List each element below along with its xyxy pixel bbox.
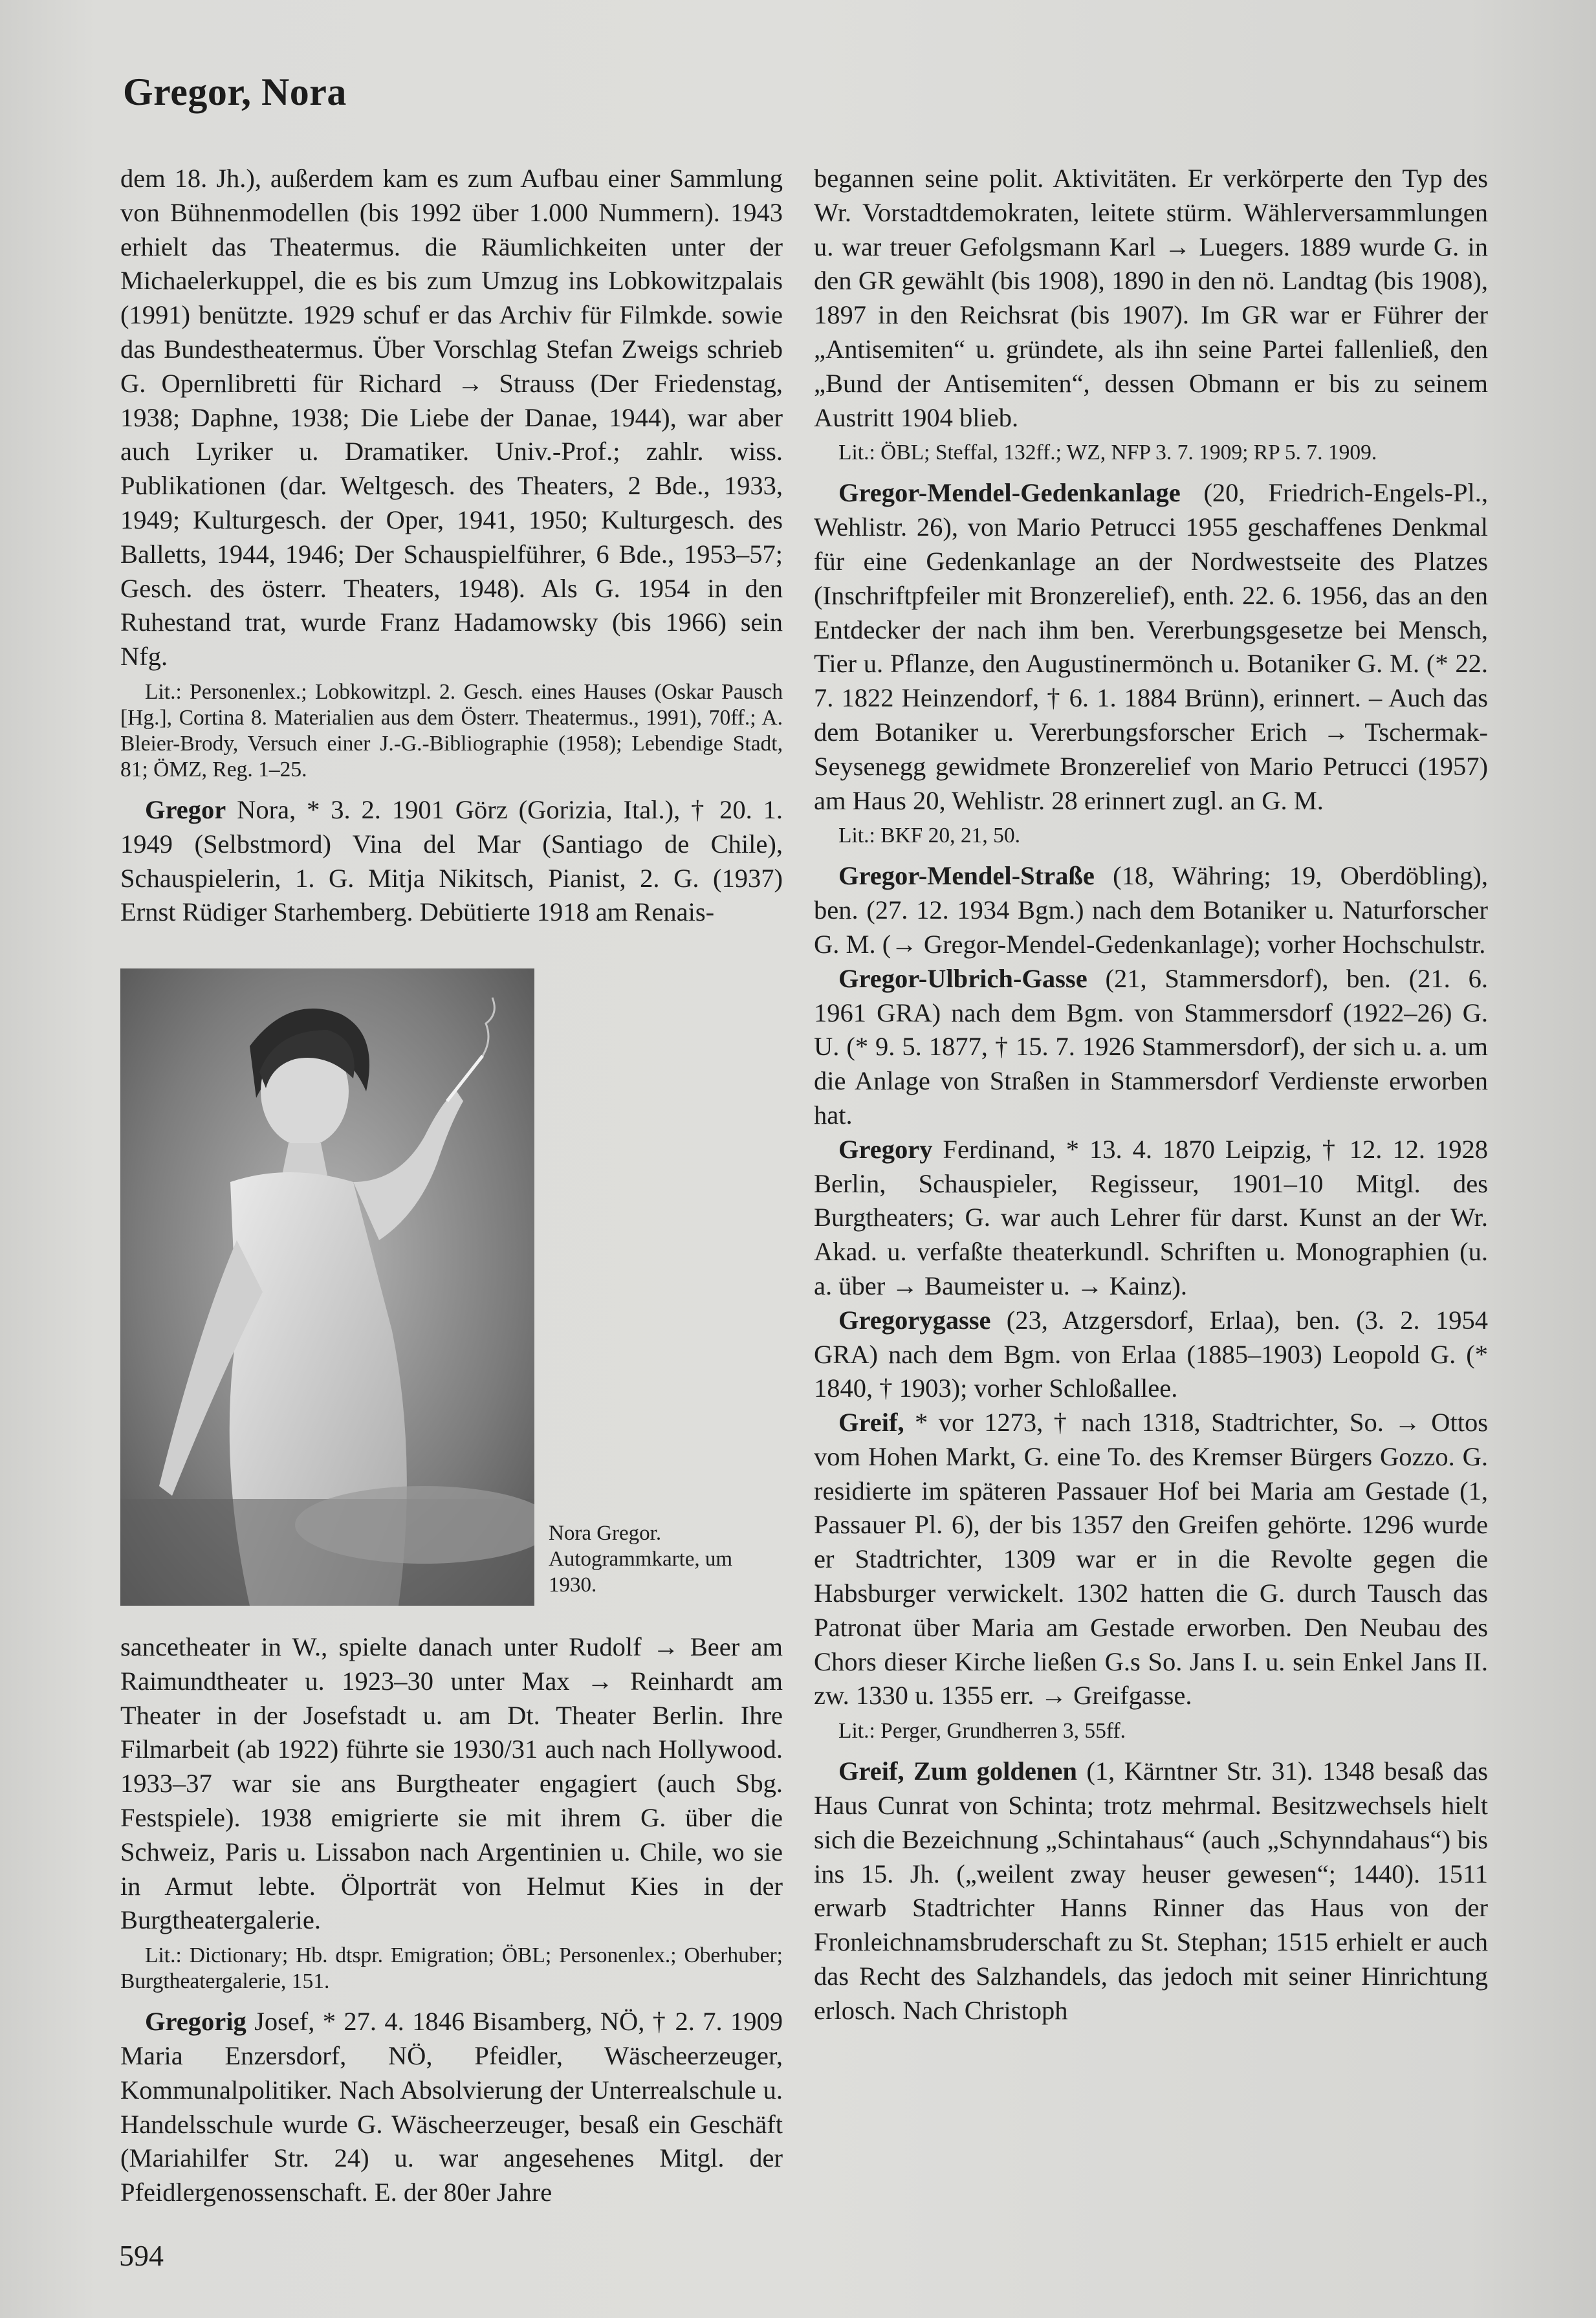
photo-image [120,968,534,1606]
entry-greif-zum-goldenen [814,1755,1488,2028]
paragraph-continuation: dem 18. Jh.), außerdem kam es zum Aufbau einer Sammlung von Bühnenmodellen (bis 1992 über 1.000 Nummern). 1943 erhielt das Theatermus. die Räumlichkeiten unter der Michaelerkuppel, die es bis zum Umzug ins Lobkowitzpalais (1991) benützte. 1929 schuf er das Archiv für Filmkde. sowie das Bundestheatermus. Über Vorschlag Stefan Zweigs schrieb G. Opernlibretti für Richard → Strauss (Der Friedenstag, 1938; Daphne, 1938; Die Liebe der Danae, 1944), war aber auch Lyriker u. Dramatiker. Univ.-Prof.; zahlr. wiss. Publikationen (dar. Weltgesch. des Theaters, 2 Bde., 1933, 1949; Kulturgesch. der Oper, 1941, 1950; Kulturgesch. des Balletts, 1944, 1946; Der Schauspielführer, 6 Bde., 1953–57; Gesch. des österr. Theaters, 1948). Als G. 1954 in den Ruhestand trat, wurde Franz Hadamowsky (bis 1966) sein Nfg. [120,164,783,672]
literature-note: Lit.: Perger, Grundherren 3, 55ff. [838,1719,1126,1744]
entry-headword: Gregory [838,1134,933,1164]
entry-text: (21, Stammersdorf), ben. (21. 6. 1961 GRA) nach dem Bgm. von Stammersdorf (1922–26) G. U. (* 9. 5. 1877, † 15. 7. 1926 Stammersdorf), der sich u. a. um die Anlage von Straßen in Stammersdorf Verdienste erworben hat. [814,963,1488,1130]
entry-text: Ferdinand, * 13. 4. 1870 Leipzig, † 12. 12. 1928 Berlin, Schauspieler, Regisseur, 1901–10 Mitgl. des Burgtheaters; G. war auch Lehrer für darst. Kunst an der Wr. Akad. u. verfaßte theaterkundl. Schriften u. Monographien (u. a. über → Baumeister u. → Kainz). [814,1134,1488,1300]
entry-headword: Gregor-Mendel-Gedenkanlage [838,478,1181,508]
left-column-bottom [120,1630,783,2210]
entry-text: (1, Kärntner Str. 31). 1348 besaß das Haus Cunrat von Schinta; trotz mehrmal. Besitzwechsels hielt sich die Bezeichnung „Schintahaus“ (auch „Schynndahaus“) bis ins 15. Jh. („weilent zway heuser gewesen“; 1440). 1511 erwarb Stadtrichter Hanns Rinner das Haus von der Fronleichnamsbruderschaft zu St. Stephan; 1515 erhielt er auch das Recht des Salzhandels, das jedoch mit seiner Hinrichtung erlosch. Nach Christoph [814,1756,1488,2025]
running-head: Gregor, Nora [123,71,347,113]
right-column [814,162,1488,2028]
entry-gregorig-josef [120,2005,783,2210]
entry-headword: Gregor-Mendel-Straße [838,861,1095,891]
entry-greif [814,1406,1488,1713]
paragraph-continuation: sancetheater in W., spielte danach unter Rudolf → Beer am Raimundtheater u. 1923–30 unter Max → Reinhardt am Theater in der Josefstadt u. am Dt. Theater Berlin. Ihre Filmarbeit (ab 1922) führte sie 1930/31 auch nach Hollywood. 1933–37 war sie ans Burgtheater engagiert (auch Sbg. Festspiele). 1938 emigrierte sie mit ihrem G. über die Schweiz, Paris u. Lissabon nach Argentinien u. Chile, wo sie in Armut lebte. Ölporträt von Helmut Kies in der Burgtheatergalerie. [120,1632,783,1935]
entry-gregor-nora [120,793,783,930]
entry-text: (20, Friedrich-Engels-Pl., Wehlistr. 26), von Mario Petrucci 1955 geschaffenes Denkmal für eine Gedenkanlage an der Nordwestseite des Platzes (Inschriftpfeiler mit Bronzerelief), enth. 22. 6. 1956, das an den Entdecker der nach ihm ben. Vererbungsgesetze bei Mensch, Tier u. Pflanze, den Augustinermönch u. Botaniker G. M. (* 22. 7. 1822 Heinzendorf, † 6. 1. 1884 Brünn), erinnert. – Auch das dem Botaniker u. Vererbungsforscher Erich → Tschermak-Seysenegg gewidmete Bronzerelief von Mario Petrucci (1957) am Haus 20, Wehlistr. 28 erinnert zugl. an G. M. [814,478,1488,815]
entry-gregor-mendel-strasse [814,859,1488,961]
entry-headword: Gregor [145,794,226,824]
paragraph-continuation: begannen seine polit. Aktivitäten. Er verkörperte den Typ des Wr. Vorstadtdemokraten, leitete stürm. Wählerversammlungen u. war treuer Gefolgsmann Karl → Luegers. 1889 wurde G. in den GR gewählt (bis 1908), 1890 in den nö. Landtag (bis 1908), 1897 in den Reichsrat (bis 1907). Im GR war er Führer der „Antisemiten“ u. gründete, als ihn seine Partei fallenließ, den „Bund der Antisemiten“, dessen Obmann er bis zu seinem Austritt 1904 blieb. [814,164,1488,432]
photo-caption: Nora Gregor. Autogrammkarte, um 1930. [549,1522,733,1597]
entry-text: * vor 1273, † nach 1318, Stadtrichter, So. → Ottos vom Hohen Markt, G. eine To. des Kremser Bürgers Gozzo. G. residierte im späteren Passauer Hof bei Maria am Gestade (1, Passauer Pl. 6), der bis 1357 den Greifen gehörte. 1296 wurde er Stadtrichter, 1309 war er in die Revolte gegen die Habsburger verwickelt. 1302 hatten die G. durch Tausch das Patronat über Maria am Gestade erworben. Den Neubau des Chors dieser Kirche ließen G.s So. Jans I. u. sein Enkel Jans II. zw. 1330 u. 1355 err. → Greifgasse. [814,1408,1488,1711]
left-column-top [120,162,783,930]
entry-gregor-mendel-gedenkanlage [814,476,1488,818]
entry-gregor-ulbrich-gasse [814,962,1488,1133]
page-number: 594 [119,2239,164,2272]
portrait-photo [120,968,534,1606]
literature-note: Lit.: BKF 20, 21, 50. [838,824,1021,848]
entry-text: (23, Atzgersdorf, Erlaa), ben. (3. 2. 1954 GRA) nach dem Bgm. von Erlaa (1885–1903) Leopold G. (* 1840, † 1903); vorher Schloßallee. [814,1305,1488,1403]
entry-headword: Gregorig [145,2007,246,2037]
entry-text: Josef, * 27. 4. 1846 Bisamberg, NÖ, † 2. 7. 1909 Maria Enzersdorf, NÖ, Pfeidler, Wäscheerzeuger, Kommunalpolitiker. Nach Absolvierung der Unterrealschule u. Handelsschule wurde G. Wäscheerzeuger, besaß ein Geschäft (Mariahilfer Str. 24) u. war angesehenes Mitgl. der Pfeidlergenossenschaft. E. der 80er Jahre [120,2007,783,2207]
entry-gregorygasse [814,1304,1488,1406]
entry-headword: Gregorygasse [838,1305,991,1335]
entry-text: (18, Währing; 19, Oberdöbling), ben. (27. 12. 1934 Bgm.) nach dem Botaniker u. Naturforscher G. M. (→ Gregor-Mendel-Gedenkanlage); vorher Hochschulstr. [814,861,1488,959]
entry-headword: Gregor-Ulbrich-Gasse [838,963,1088,993]
literature-note: Lit.: ÖBL; Steffal, 132ff.; WZ, NFP 3. 7. 1909; RP 5. 7. 1909. [838,441,1377,465]
entry-headword: Greif, [838,1408,904,1438]
entry-headword: Greif, Zum goldenen [838,1756,1077,1786]
entry-text: Nora, * 3. 2. 1901 Görz (Gorizia, Ital.), † 20. 1. 1949 (Selbstmord) Vina del Mar (Santiago de Chile), Schauspielerin, 1. G. Mitja Nikitsch, Pianist, 2. G. (1937) Ernst Rüdiger Starhemberg. Debütierte 1918 am Renais- [120,794,783,927]
entry-gregory-ferdinand [814,1133,1488,1304]
literature-note: Lit.: Personenlex.; Lobkowitzpl. 2. Gesch. eines Hauses (Oskar Pausch [Hg.], Cortina 8. Materialien aus dem Österr. Theatermus., 1991), 70ff.; A. Bleier-Brody, Versuch einer J.-G.-Bibliographie (1958); Lebendige Stadt, 81; ÖMZ, Reg. 1–25. [120,679,783,782]
literature-note: Lit.: Dictionary; Hb. dtspr. Emigration; ÖBL; Personenlex.; Oberhuber; Burgtheatergalerie, 151. [120,1943,783,1994]
portrait-illustration [120,968,534,1606]
